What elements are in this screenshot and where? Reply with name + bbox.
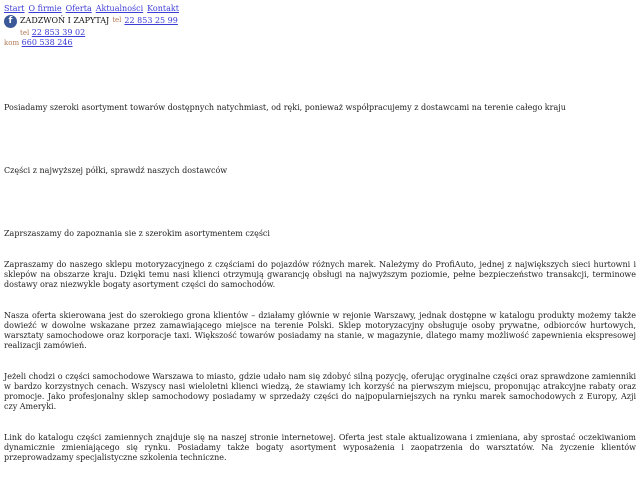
spacer bbox=[4, 239, 636, 260]
nav-o-firmie-link[interactable]: O firmie bbox=[28, 4, 62, 13]
top-nav bbox=[4, 4, 636, 13]
suppliers-paragraph: Części z najwyższej półki, sprawdź naszych dostawców bbox=[4, 166, 228, 175]
phone-link-3[interactable]: 660 538 246 bbox=[21, 38, 73, 47]
warsaw-paragraph: Jeżeli chodzi o części samochodowe Warszawa to miasto, gdzie udało nam się zdobyć silną pozycję, oferując oryginalne części oraz sprawdzone zamienniki w bardzo korzystnych cenach. Wszyscy nasi wieloletni klienci wiedzą, że stawiamy ich korzyść na pierwszym miejscu, proponując atrakcyjne rabaty oraz promocje. Jako profesjonalny sklep samochodowy posiadamy w sprzedaży części do najpopularniejszych na rynku marek samochodowych z Europy, Azji czy Ameryki. bbox=[4, 372, 636, 411]
intro-paragraph: Posiadamy szeroki asortyment towarów dostępnych natychmiast, od ręki, ponieważ współpracujemy z dostawcami na terenie całego kraju bbox=[4, 103, 566, 112]
tel-label-1: tel bbox=[112, 16, 122, 24]
kom-label: kom bbox=[4, 39, 20, 47]
catalog-paragraph: Link do katalogu części zamiennych znajduje się na naszej stronie internetowej. Oferta jest stale aktualizowana i zmieniana, aby sprostać oczekiwaniom dynamicznie zmieniającego się rynku. Posiadamy także bogaty asortyment wyposażenia i zaopatrzenia do warsztatów. Na życzenie klientów przeprowadzamy specjalistyczne szkolenia techniczne. bbox=[4, 433, 636, 462]
phone-link-1[interactable]: 22 853 25 99 bbox=[124, 16, 178, 25]
tel-label-2: tel bbox=[20, 29, 30, 37]
contact-row-3 bbox=[4, 38, 636, 48]
facebook-icon[interactable]: f bbox=[4, 15, 17, 28]
assortment-paragraph: Zaprszaszamy do zapoznania sie z szerokim asortymentem części bbox=[4, 229, 270, 238]
spacer bbox=[4, 113, 636, 166]
nav-oferta-link[interactable]: Oferta bbox=[65, 4, 92, 13]
spacer bbox=[4, 176, 636, 229]
spacer bbox=[4, 351, 636, 372]
spacer bbox=[4, 290, 636, 311]
spacer bbox=[4, 412, 636, 433]
spacer bbox=[4, 48, 636, 103]
phone-link-2[interactable]: 22 853 39 02 bbox=[31, 28, 86, 37]
contact-row-2 bbox=[4, 28, 636, 38]
shop-paragraph: Zapraszamy do naszego sklepu motoryzacyjnego z częściami do pojazdów różnych marek. Należymy do ProfiAuto, jednej z największych sieci hurtowni i sklepów na obszarze kraju. Dzięki temu nasi klienci otrzymują gwarancję obsługi na najwyższym poziomie, pełne bezpieczeństwo transakcji, terminowe dostawy oraz niezwykle bogaty asortyment części do samochodów. bbox=[4, 260, 636, 289]
nav-aktualnosci-link[interactable]: Aktualności bbox=[95, 4, 144, 13]
call-label: ZADZWOŃ I ZAPYTAJ bbox=[20, 16, 110, 25]
offer-paragraph: Nasza oferta skierowana jest do szerokiego grona klientów – działamy głównie w rejonie Warszawy, jednak dostępne w katalogu produkty możemy także dowieźć w dowolne wskazane przez zamawiającego miejsce na terenie Polski. Sklep motoryzacyjny obsługuje osoby prywatne, odbiorców hurtowych, warsztaty samochodowe oraz korporacje taxi. Większość towarów posiadamy na stanie, w magazynie, dlatego mamy możliwość zapewnienia ekspresowej realizacji zamówień. bbox=[4, 311, 636, 350]
contact-row bbox=[4, 13, 636, 28]
nav-start-link[interactable]: Start bbox=[4, 4, 25, 13]
nav-kontakt-link[interactable]: Kontakt bbox=[147, 4, 179, 13]
